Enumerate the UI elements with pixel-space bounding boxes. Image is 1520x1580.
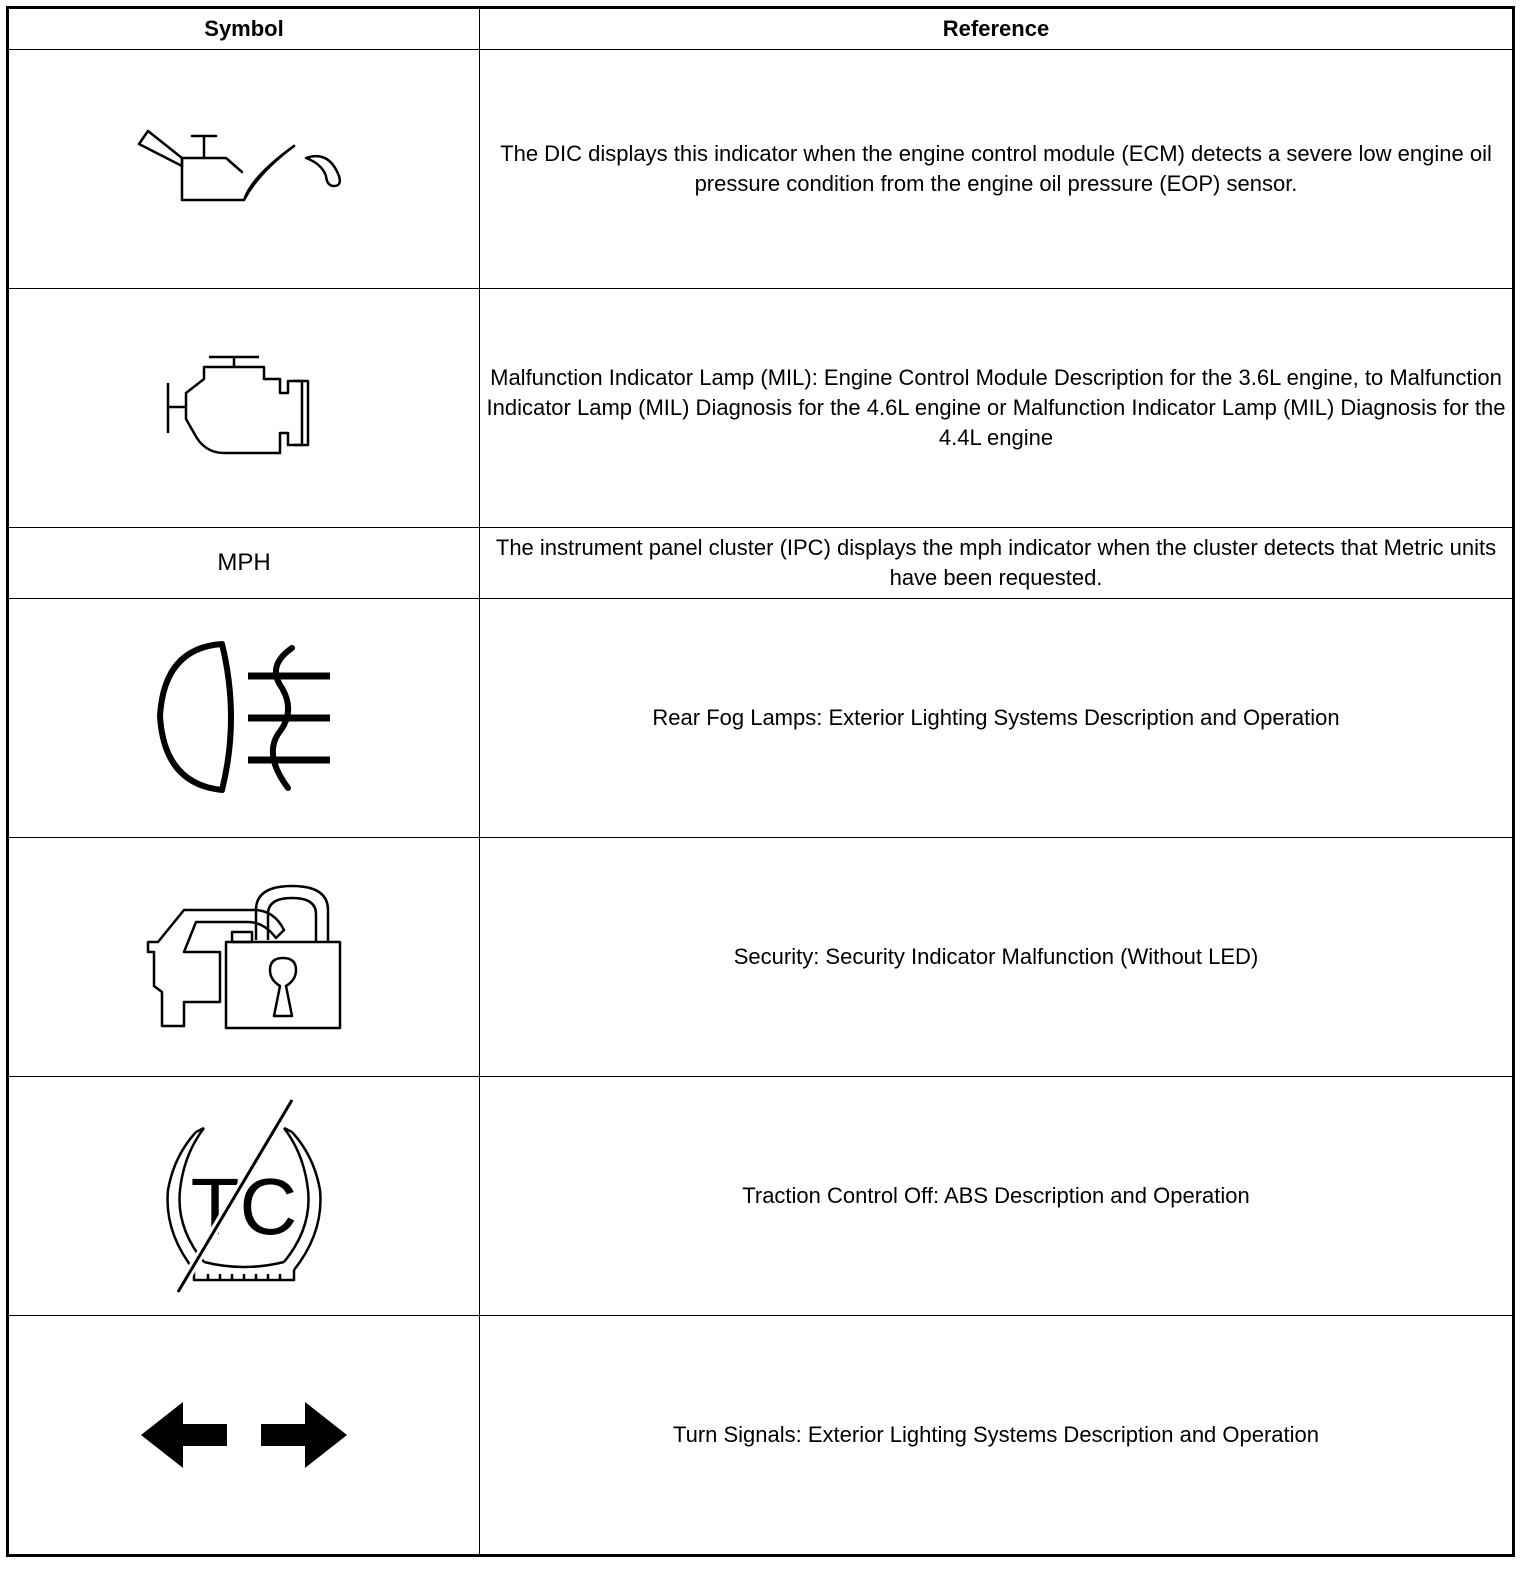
rear-fog-lamp-icon [154,638,334,798]
reference-column-header: Reference [480,8,1514,50]
turn-signal-arrows-icon [139,1400,349,1470]
reference-text: The instrument panel cluster (IPC) displays the mph indicator when the cluster detects that Metric units have been requested. [495,535,1497,590]
table-row [8,599,1514,838]
table-row [8,838,1514,1077]
symbol-reference-table [6,6,1515,1557]
tc-symbol-text: TC [190,1161,298,1251]
reference-cell [480,1316,1514,1556]
reference-text: Security: Security Indicator Malfunction (Without LED) [733,944,1259,969]
reference-text: The DIC displays this indicator when the engine control module (ECM) detects a severe low engine oil pressure condition from the engine oil pressure (EOP) sensor. [500,141,1492,196]
reference-cell [480,528,1514,599]
reference-cell [480,838,1514,1077]
security-lock-icon [144,880,344,1035]
symbol-cell [8,838,480,1077]
table-row [8,528,1514,599]
symbol-cell [8,599,480,838]
reference-cell [480,289,1514,528]
table-row [8,50,1514,289]
mph-symbol-text: MPH [217,549,271,576]
oil-can-icon [134,124,354,214]
table-header-row [8,8,1514,50]
reference-text: Turn Signals: Exterior Lighting Systems Description and Operation [672,1422,1320,1447]
reference-text: Rear Fog Lamps: Exterior Lighting Systems Description and Operation [652,705,1340,730]
reference-text: Malfunction Indicator Lamp (MIL): Engine Control Module Description for the 3.6L engine, to Malfunction Indicator Lamp (MIL) Diagnosis for the 4.6L engine or Malfunction Indicator Lamp (MIL) Diagnosis for the 4.4L engine [486,365,1506,450]
table-row [8,289,1514,528]
left-arrow-icon [141,1402,227,1468]
symbol-cell [8,289,480,528]
check-engine-icon [164,353,324,463]
reference-cell [480,1077,1514,1316]
symbol-cell [8,1316,480,1556]
symbol-cell [8,1077,480,1316]
symbol-column-header: Symbol [8,8,480,50]
symbol-cell [8,528,480,599]
table-row [8,1316,1514,1556]
reference-cell [480,599,1514,838]
reference-cell [480,50,1514,289]
symbol-cell [8,50,480,289]
reference-text: Traction Control Off: ABS Description and Operation [742,1183,1250,1208]
traction-control-off-icon [154,1094,334,1299]
right-arrow-icon [261,1402,347,1468]
table-row [8,1077,1514,1316]
